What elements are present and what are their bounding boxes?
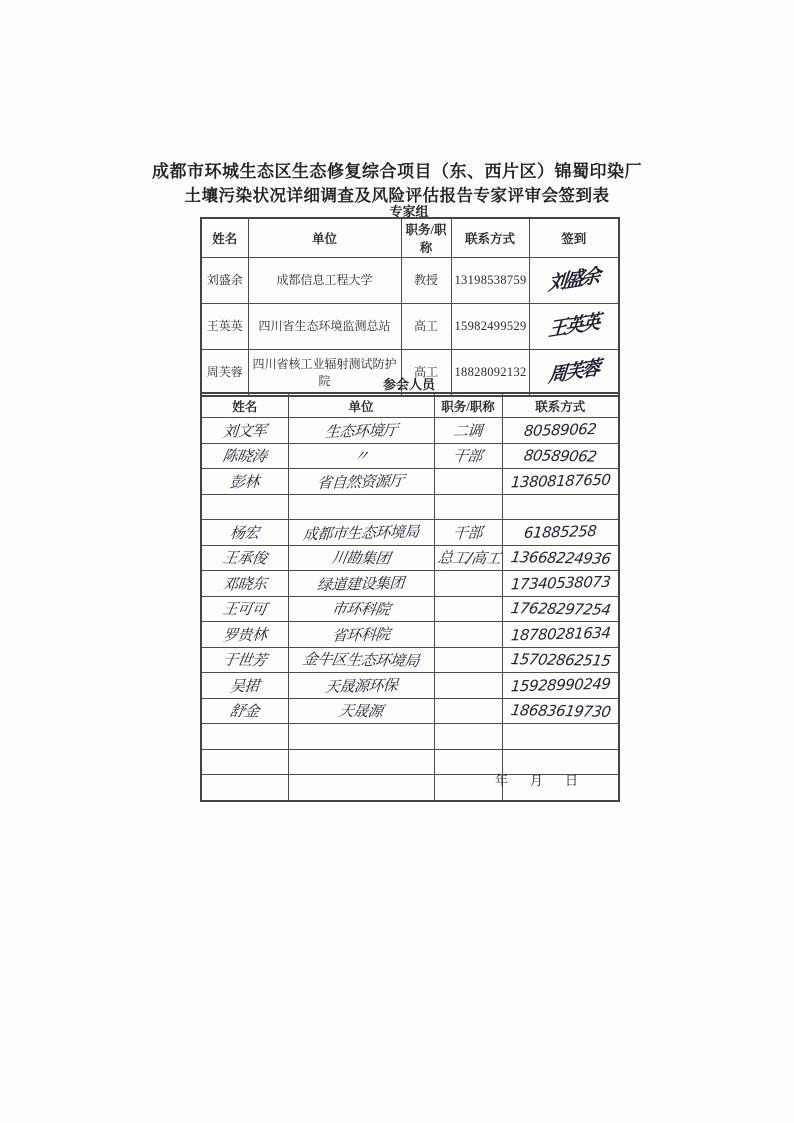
experts-unit-text: 四川省核工业辐射测试防护院 [252, 357, 397, 388]
participants-cell-phone [502, 520, 619, 546]
participants-cell-name [201, 545, 288, 571]
participants-name-handwriting: 王可可 [221, 599, 268, 619]
participants-phone-handwriting: 13668224936 [509, 547, 612, 568]
participants-row [201, 520, 619, 546]
participants-table-body [201, 418, 619, 801]
participants-cell-phone [502, 596, 619, 622]
experts-table-header [201, 218, 619, 258]
participants-unit-handwriting: 绿道建设集团 [316, 573, 406, 594]
participants-cell-unit [288, 520, 434, 546]
experts-cell-signature [529, 258, 619, 304]
experts-header-cell: 姓名 [201, 218, 248, 258]
participants-row [201, 443, 619, 469]
participants-name-handwriting: 杨宏 [229, 523, 260, 543]
participants-cell-unit [288, 673, 434, 699]
experts-name-text: 王英英 [206, 319, 243, 334]
participants-cell-phone [502, 571, 619, 597]
participants-phone-handwriting: 13808187650 [509, 470, 611, 492]
experts-row [201, 258, 619, 304]
participants-cell-unit [288, 494, 434, 520]
participants-cell-unit [288, 418, 434, 444]
experts-cell-unit [248, 304, 401, 350]
participants-row [201, 571, 619, 597]
experts-cell-phone [451, 304, 529, 350]
participants-cell-unit [288, 647, 434, 673]
participants-row [201, 494, 619, 520]
participants-cell-name [201, 571, 288, 597]
participants-cell-unit [288, 622, 434, 648]
participants-phone-handwriting: 15702862515 [509, 649, 612, 670]
participants-cell-name [201, 596, 288, 622]
participants-title-handwriting: 干部 [451, 447, 484, 466]
participants-table [200, 392, 620, 802]
participants-cell-name [201, 520, 288, 546]
participants-section-label: 参会人员 [382, 377, 435, 392]
year-label: 年 [494, 773, 508, 788]
participants-row [201, 622, 619, 648]
experts-name-text: 刘盛余 [206, 273, 243, 288]
experts-row [201, 304, 619, 350]
participants-cell-phone [502, 443, 619, 469]
participants-cell-phone [502, 673, 619, 699]
experts-name-text: 周芙蓉 [206, 365, 243, 380]
experts-header-row [201, 218, 619, 258]
participants-row [201, 724, 619, 750]
participants-cell-name [201, 698, 288, 724]
participants-cell-unit [288, 469, 434, 495]
participants-cell-name [201, 494, 288, 520]
participants-name-handwriting: 王承俊 [221, 548, 268, 568]
experts-section-label: 专家组 [389, 204, 429, 219]
participants-cell-name [201, 673, 288, 699]
experts-phone-text: 18828092132 [454, 365, 527, 380]
participants-cell-phone [502, 469, 619, 495]
participants-phone-handwriting: 80589062 [523, 420, 598, 441]
participants-cell-unit [288, 545, 434, 571]
participants-unit-handwriting: 〃 [352, 447, 370, 466]
experts-title-text: 教授 [413, 273, 438, 288]
participants-row [201, 698, 619, 724]
experts-header-cell: 签到 [529, 218, 619, 258]
participants-row [201, 545, 619, 571]
participants-table-header [201, 393, 619, 418]
participants-unit-handwriting: 金牛区生态环境局 [301, 650, 421, 671]
participants-name-handwriting: 陈晓涛 [221, 446, 268, 466]
experts-cell-unit [248, 258, 401, 304]
participants-cell-unit [288, 443, 434, 469]
participants-cell-unit [288, 596, 434, 622]
participants-phone-handwriting: 15928990249 [509, 674, 611, 696]
participants-phone-handwriting: 17340538073 [509, 572, 611, 594]
participants-cell-title [434, 673, 502, 699]
participants-cell-phone [502, 622, 619, 648]
participants-cell-phone [502, 647, 619, 673]
participants-cell-name [201, 647, 288, 673]
experts-signature-handwriting: 周芙蓉 [547, 356, 600, 387]
participants-cell-title [434, 494, 502, 520]
participants-cell-phone [502, 545, 619, 571]
participants-unit-handwriting: 成都市生态环境局 [302, 522, 420, 544]
participants-name-handwriting: 刘文军 [222, 421, 268, 441]
participants-phone-handwriting: 18780281634 [509, 623, 611, 645]
participants-row [201, 673, 619, 699]
participants-title-handwriting: 总工/高工 [436, 548, 502, 568]
participants-cell-name [201, 443, 288, 469]
month-label: 月 [529, 773, 543, 788]
participants-phone-handwriting: 61885258 [523, 522, 598, 543]
participants-cell-name [201, 724, 288, 750]
participants-title-handwriting: 干部 [452, 523, 484, 543]
experts-cell-title [401, 304, 451, 350]
experts-signature-handwriting: 王英英 [547, 310, 600, 341]
participants-header-row [201, 393, 619, 418]
experts-unit-text: 成都信息工程大学 [276, 273, 373, 288]
participants-header-cell: 姓名 [201, 393, 288, 418]
participants-cell-title [434, 571, 502, 597]
participants-cell-title [434, 520, 502, 546]
participants-header-cell: 职务/职称 [434, 393, 502, 418]
experts-cell-phone [451, 258, 529, 304]
participants-unit-handwriting: 川勘集团 [330, 548, 392, 568]
experts-phone-text: 13198538759 [454, 273, 527, 288]
participants-name-handwriting: 邓晓东 [222, 574, 268, 594]
day-label: 日 [564, 773, 578, 788]
participants-unit-handwriting: 省自然资源厅 [316, 471, 406, 492]
participants-unit-handwriting: 天晟源环保 [323, 675, 398, 696]
experts-cell-title [401, 258, 451, 304]
participants-cell-unit [288, 724, 434, 750]
participants-phone-handwriting: 17628297254 [509, 598, 612, 619]
date-line [200, 770, 600, 789]
participants-title-handwriting: 二调 [452, 421, 484, 441]
participants-unit-handwriting: 生态环境厅 [323, 420, 398, 441]
experts-phone-text: 15982499529 [454, 319, 527, 334]
participants-row [201, 596, 619, 622]
participants-cell-title [434, 443, 502, 469]
participants-cell-phone [502, 418, 619, 444]
participants-header-cell: 单位 [288, 393, 434, 418]
participants-cell-title [434, 698, 502, 724]
participants-header-cell: 联系方式 [502, 393, 619, 418]
participants-row [201, 418, 619, 444]
participants-cell-title [434, 418, 502, 444]
experts-cell-name [201, 304, 248, 350]
participants-name-handwriting: 彭林 [229, 472, 260, 492]
participants-cell-title [434, 469, 502, 495]
participants-cell-title [434, 647, 502, 673]
experts-unit-text: 四川省生态环境监测总站 [258, 319, 391, 334]
participants-cell-title [434, 545, 502, 571]
experts-header-cell: 联系方式 [451, 218, 529, 258]
participants-cell-unit [288, 571, 434, 597]
experts-table [200, 217, 620, 397]
experts-header-cell: 职务/职称 [401, 218, 451, 258]
experts-header-cell: 单位 [248, 218, 401, 258]
participants-row [201, 469, 619, 495]
participants-name-handwriting: 吴捃 [229, 676, 260, 696]
experts-title-text: 高工 [413, 365, 438, 380]
participants-cell-name [201, 418, 288, 444]
participants-phone-handwriting: 18683619730 [509, 700, 612, 721]
participants-cell-name [201, 622, 288, 648]
participants-cell-title [434, 596, 502, 622]
participants-phone-handwriting: 80589062 [522, 446, 598, 466]
participants-name-handwriting: 舒金 [228, 702, 261, 721]
experts-signature-handwriting: 刘盛余 [547, 264, 600, 295]
page-title-line1: 成都市环城生态区生态修复综合项目（东、西片区）锦蜀印染厂 [152, 162, 642, 181]
experts-cell-name [201, 258, 248, 304]
page-title-line2: 土壤污染状况详细调查及风险评估报告专家评审会签到表 [184, 186, 610, 205]
participants-row [201, 647, 619, 673]
participants-cell-phone [502, 724, 619, 750]
participants-cell-title [434, 724, 502, 750]
participants-cell-name [201, 469, 288, 495]
participants-cell-unit [288, 698, 434, 724]
experts-cell-signature [529, 304, 619, 350]
participants-unit-handwriting: 市环科院 [330, 599, 392, 619]
experts-title-text: 高工 [413, 319, 438, 334]
participants-unit-handwriting: 天晟源 [337, 701, 385, 721]
participants-name-handwriting: 罗贵林 [222, 625, 268, 645]
participants-cell-phone [502, 494, 619, 520]
participants-cell-phone [502, 698, 619, 724]
participants-name-handwriting: 于世芳 [221, 650, 268, 670]
participants-cell-title [434, 622, 502, 648]
participants-unit-handwriting: 省环科院 [331, 624, 391, 645]
